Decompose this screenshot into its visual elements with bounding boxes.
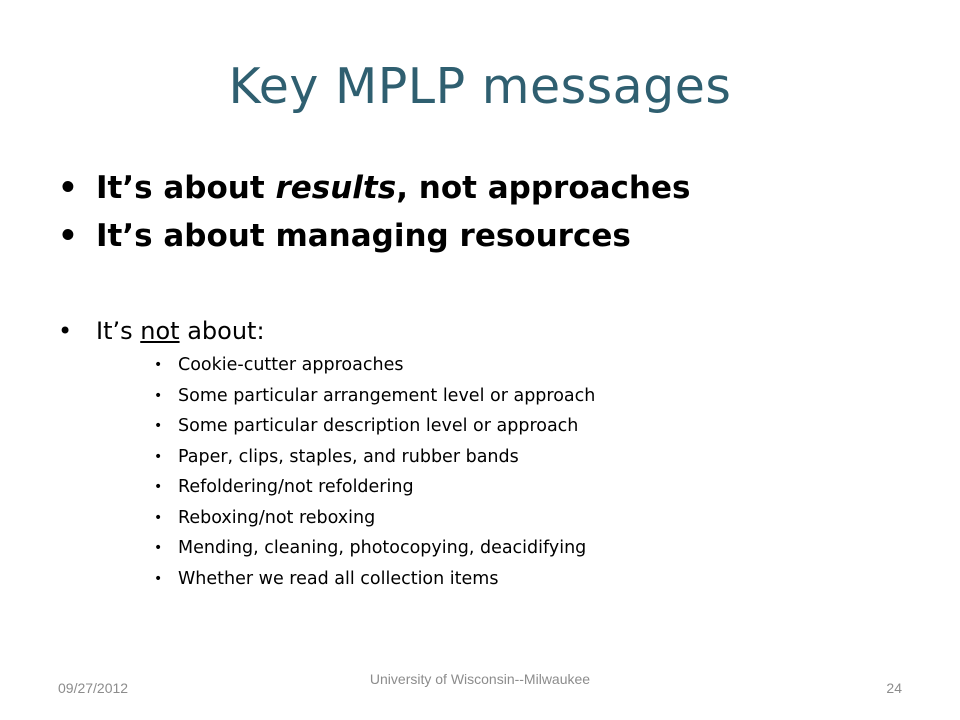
bullet-icon: • — [154, 479, 163, 495]
not-about-list — [154, 350, 918, 594]
bullet-text-emphasis: results — [275, 170, 397, 206]
slide-title: Key MPLP messages — [228, 58, 732, 115]
not-about-item-text: Refoldering/not refoldering — [178, 477, 414, 497]
not-about-item-text: Cookie-cutter approaches — [178, 355, 404, 375]
not-about-underlined: not — [140, 317, 180, 345]
bullet-icon: • — [154, 509, 163, 526]
not-about-item-text: Mending, cleaning, photocopying, deacidifying — [178, 538, 587, 558]
bullet-icon: • — [154, 357, 163, 373]
bullet-text-prefix: It’s about — [96, 170, 276, 206]
not-about-item — [154, 350, 918, 381]
not-about-item — [154, 503, 918, 534]
not-about-item — [154, 442, 918, 473]
not-about-item-text: Paper, clips, staples, and rubber bands — [178, 446, 519, 467]
main-bullet-resources — [58, 214, 918, 262]
not-about-item-text: Some particular arrangement level or approach — [178, 385, 596, 406]
not-about-prefix: It’s — [96, 317, 141, 345]
bullet-icon: • — [58, 218, 78, 254]
not-about-item — [154, 381, 918, 412]
not-about-item — [154, 472, 918, 503]
not-about-item-text: Some particular description level or approach — [178, 416, 579, 436]
bullet-icon: • — [154, 418, 163, 434]
footer-date: 09/27/2012 — [58, 680, 129, 696]
not-about-item-text: Reboxing/not reboxing — [178, 507, 376, 528]
bullet-icon: • — [154, 570, 163, 587]
not-about-item-text: Whether we read all collection items — [178, 568, 499, 589]
main-bullet-results — [58, 166, 918, 214]
footer-organization: University of Wisconsin--Milwaukee — [369, 671, 591, 687]
footer-page-number: 24 — [886, 680, 902, 696]
bullet-text-suffix: , not approaches — [396, 170, 691, 206]
bullet-icon: • — [154, 387, 163, 404]
bullet-list — [58, 166, 918, 594]
bullet-icon: • — [154, 540, 163, 556]
not-about-suffix: about: — [179, 317, 265, 345]
bullet-icon: • — [154, 448, 163, 465]
bullet-icon: • — [58, 317, 73, 345]
not-about-heading — [58, 314, 918, 350]
not-about-item — [154, 411, 918, 442]
not-about-item — [154, 564, 918, 595]
not-about-item — [154, 533, 918, 564]
bullet-text: It’s about managing resources — [96, 218, 631, 254]
bullet-icon: • — [58, 170, 78, 206]
